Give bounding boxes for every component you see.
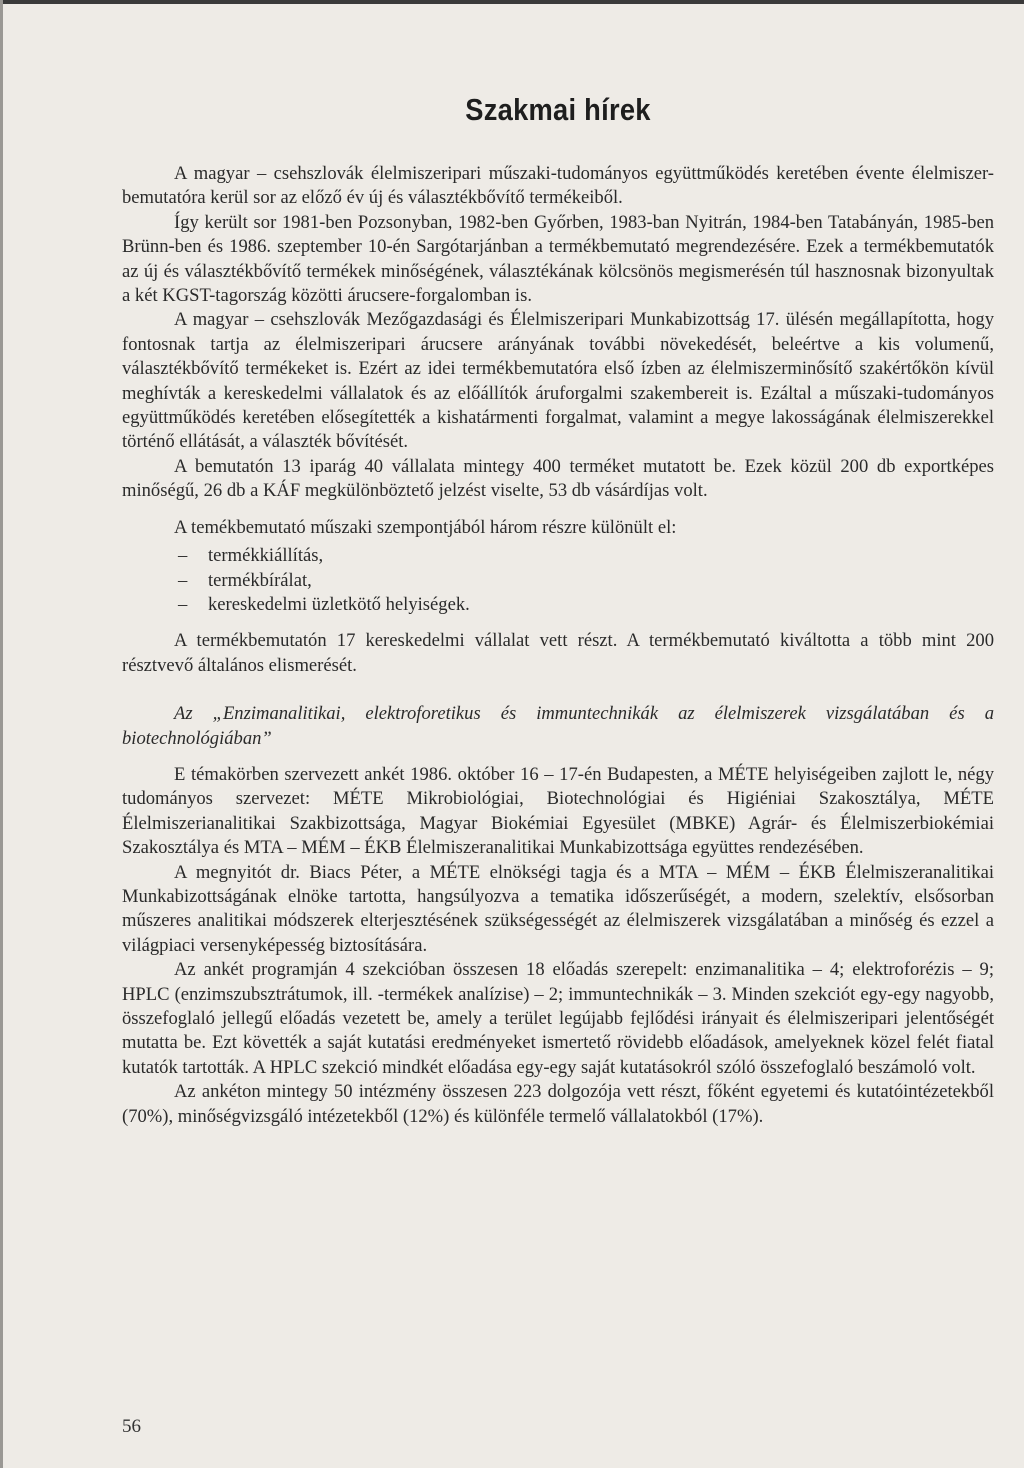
section-list — [122, 544, 994, 617]
article-body — [122, 162, 994, 1129]
paragraph-4: A bemutatón 13 iparág 40 vállalata mintegy 400 terméket mutatott be. Ezek közül 200 db exportképes minőségű, 26 db a KÁF megkülönböztető jelzést viselte, 53 db vásárdíjas volt. — [122, 455, 994, 502]
paragraph-8: A megnyitót dr. Biacs Péter, a MÉTE elnökségi tagja és a MTA – MÉM – ÉKB Élelmiszeranalitikai Munkabizottságának elnöke tartotta, hangsúlyozva a tematika időszerűségét, a modern, szelektív, elsősorban műszeres analitikai módszerek elterjesztésének szükségességét az élelmiszerek vizsgálatában a minőség és ezzel a világpiaci versenyképesség biztosítására. — [122, 861, 994, 956]
list-item: – termékkiállítás, — [122, 544, 994, 568]
top-border — [0, 0, 1024, 4]
paragraph-2: Így került sor 1981-ben Pozsonyban, 1982-ben Győrben, 1983-ban Nyitrán, 1984-ben Tatabányán, 1985-ben Brünn-ben és 1986. szeptember 10-én Sargótarjánban a termékbemutató megrendezésére. Ezek a termékbemutatók az új és választékbővítő termékek minőségének, választékának kölcsönös megismerésén túl hasznosnak bizonyultak a két KGST-tagország közötti árucsere-forgalomban is. — [122, 211, 994, 307]
section-title: Az „Enzimanalitikai, elektroforetikus és immuntechnikák az élelmiszerek vizsgálatában és a biotechnológiában” — [122, 703, 994, 749]
page-title: Szakmai hírek — [465, 92, 651, 127]
list-item: – kereskedelmi üzletkötő helyiségek. — [122, 593, 994, 617]
paragraph-9: Az ankét programján 4 szekcióban összesen 18 előadás szerepelt: enzimanalitika – 4; elektroforézis – 9; HPLC (enzimszubsztrátumok, ill. -termékek analízise) – 2; immuntechnikák – 3. Minden szekciót egy-egy nagyobb, összefoglaló jellegű előadás vezetett be, amely a terület legújabb fejlődési irányait és élelmiszeripari jelentőségét mutatta be. Ezt követték a saját kutatási eredményeket ismertető rövidebb előadások, amelyeknek közel felét fiatal kutatók tartották. A HPLC szekció mindkét előadása egy-egy saját kutatásokról szóló összefoglaló beszámoló volt. — [122, 959, 994, 1078]
list-item: – termékbírálat, — [122, 569, 994, 593]
paragraph-6: A termékbemutatón 17 kereskedelmi vállalat vett részt. A termékbemutató kiváltotta a több mint 200 résztvevő általános elismerését. — [122, 630, 994, 676]
paragraph-3: A magyar – csehszlovák Mezőgazdasági és Élelmiszeripari Munkabizottság 17. ülésén megállapította, hogy fontosnak tartja az élelmiszeripari árucsere arányának további növekedését, beleértve a kis volumenű, választékbővítő termékeket is. Ezért az idei termékbemutatóra első ízben az élelmiszerminősítő szakértőkön kívül meghívták a kereskedelmi vállalatok és az előállítók áruforgalmi szakembereit is. Ezáltal a műszaki-tudományos együttműködés keretében elősegítették a kishatármenti forgalmat, valamint a megye lakosságának élelmiszerekkel történő ellátását, a választék bővítését. — [122, 309, 994, 453]
page-number: 56 — [122, 1416, 141, 1437]
paragraph-7: E témakörben szervezett ankét 1986. október 16 – 17-én Budapesten, a MÉTE helyiségeiben zajlott le, négy tudományos szervezet: MÉTE Mikrobiológiai, Biotechnológiai és Higiéniai Szakosztálya, MÉTE Élelmiszerianalitikai Szakbizottsága, Magyar Biokémiai Egyesület (MBKE) Agrár- és Élelmiszerbiokémiai Szakosztálya és MTA – MÉM – ÉKB Élelmiszeranalitikai Munkabizottsága együttes rendezésében. — [122, 763, 994, 859]
paragraph-10: Az ankéton mintegy 50 intézmény összesen 223 dolgozója vett részt, főként egyetemi és kutatóintézetekből (70%), minőségvizsgáló intézetekből (12%) és különféle termelő vállalatokból (17%). — [122, 1081, 994, 1127]
paragraph-5: A temékbemutató műszaki szempontjából három részre különült el: — [174, 516, 677, 538]
page-edge — [0, 0, 3, 1468]
paragraph-1: A magyar – csehszlovák élelmiszeripari műszaki-tudományos együttműködés keretében évente élelmiszer-bemutatóra kerül sor az előző év új és választékbővítő termékeiből. — [122, 163, 994, 209]
